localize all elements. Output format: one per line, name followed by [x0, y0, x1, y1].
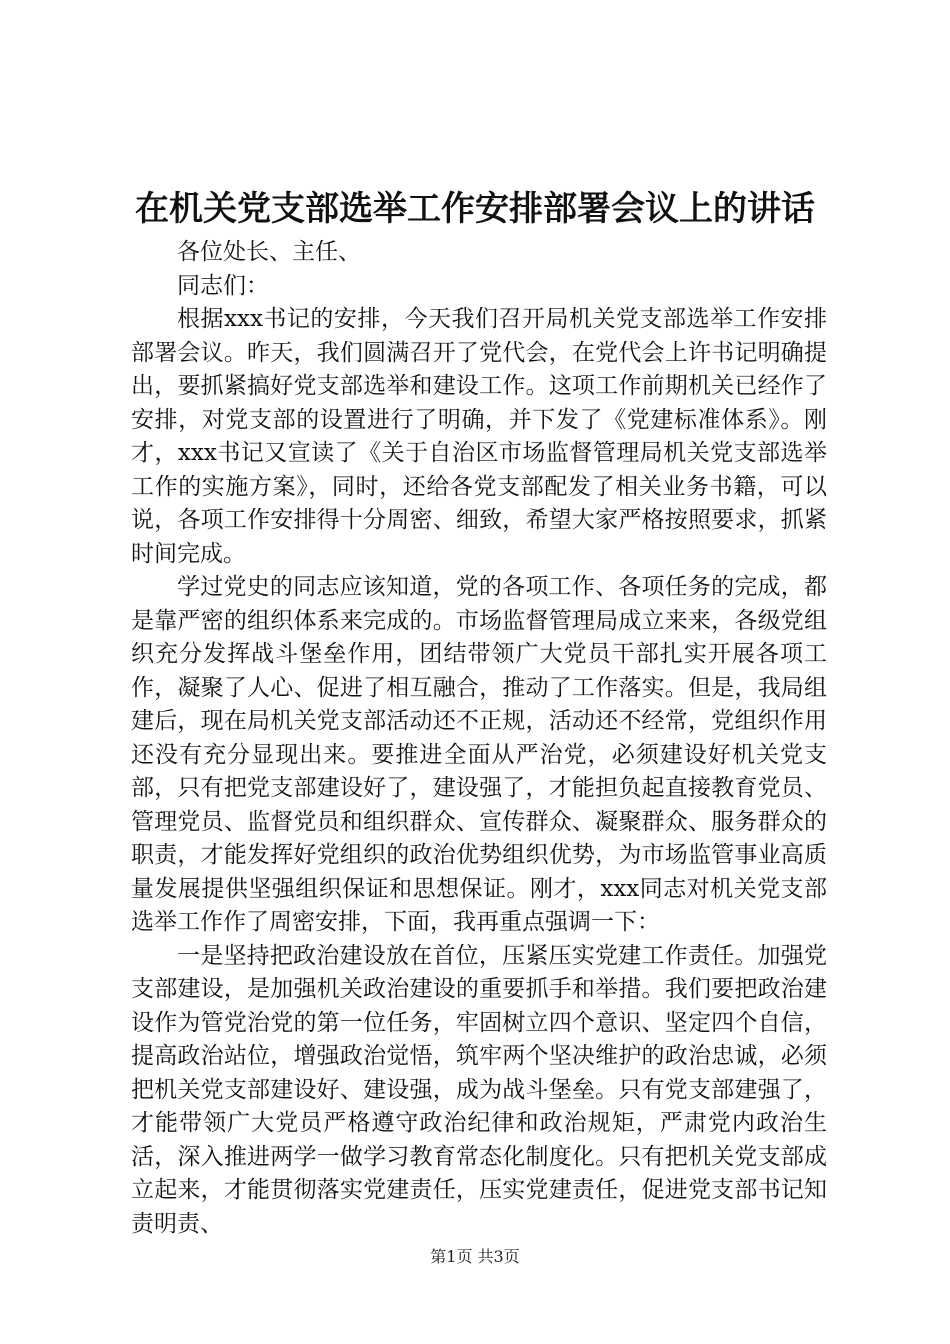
body-paragraph: 学过党史的同志应该知道，党的各项工作、各项任务的完成，都是靠严密的组织体系来完成的。市场监督管理局成立来来，各级党组织充分发挥战斗堡垒作用，团结带领广大党员干部扎实开展各项工作，凝聚了人心、促进了相互融合，推动了工作落实。但是，我局组建后，现在局机关党支部活动还不正规，活动还不经常，党组织作用还没有充分显现出来。要推进全面从严治党，必须建设好机关党支部，只有把党支部建设好了，建设强了，才能担负起直接教育党员、管理党员、监督党员和组织群众、宣传群众、凝聚群众、服务群众的职责，才能发挥好党组织的政治优势组织优势，为市场监管事业高质量发展提供坚强组织保证和思想保证。刚才，xxx同志对机关党支部选举工作作了周密安排，下面，我再重点强调一下： — [131, 574, 827, 935]
body-paragraph: 一是坚持把政治建设放在首位，压紧压实党建工作责任。加强党支部建设，是加强机关政治建设的重要抓手和举措。我们要把政治建设作为管党治党的第一位任务，牢固树立四个意识、坚定四个自信，提高政治站位，增强政治觉悟，筑牢两个坚决维护的政治忠诚，必须把机关党支部建设好、建设强，成为战斗堡垒。只有党支部建强了，才能带领广大党员严格遵守政治纪律和政治规矩，严肃党内政治生活，深入推进两学一做学习教育常态化制度化。只有把机关党支部成立起来，才能贯彻落实党建责任，压实党建责任，促进党支部书记知责明责、 — [131, 942, 827, 1237]
salutation-line: 同志们： — [177, 272, 269, 299]
document-title: 在机关党支部选举工作安排部署会议上的讲话 — [135, 189, 815, 229]
body-paragraph: 根据xxx书记的安排，今天我们召开局机关党支部选举工作安排部署会议。昨天，我们圆满召开了党代会，在党代会上许书记明确提出，要抓紧搞好党支部选举和建设工作。这项工作前期机关已经作了安排，对党支部的设置进行了明确，并下发了《党建标准体系》。刚才，xxx书记又宣读了《关于自治区市场监督管理局机关党支部选举工作的实施方案》，同时，还给各党支部配发了相关业务书籍，可以说，各项工作安排得十分周密、细致，希望大家严格按照要求，抓紧时间完成。 — [131, 306, 827, 567]
document-body — [131, 236, 827, 1241]
page-indicator: 第1页 共3页 — [430, 1247, 520, 1266]
salutation-line: 各位处长、主任、 — [177, 239, 361, 265]
